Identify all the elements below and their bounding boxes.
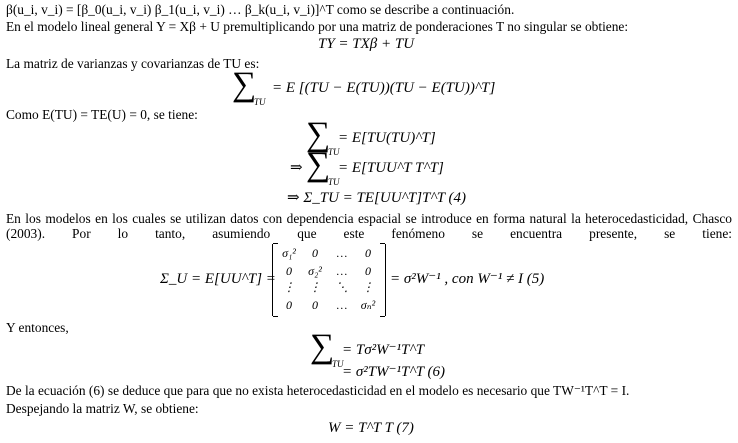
matrix-cell: … [336,298,348,312]
matrix-cell: 0 [312,298,318,312]
sum-symbol-icon: ∑ [306,146,331,183]
matrix-cell: 0 [312,246,318,260]
despejando-line: Despejando la matriz W, se obtiene: [6,401,199,416]
subscript-tu: TU [328,177,340,187]
matrix-cell: σ₂² [308,264,322,278]
equation-6-b: = σ²TW⁻¹T^T (6) [342,364,446,380]
matrix-cell: ⋱ [336,280,348,294]
subscript-tu: TU [254,97,266,107]
matrix-cell: ⋮ [283,280,295,294]
beta-definition-line: β(u_i, v_i) = [β_0(u_i, v_i) β_1(u_i, v_i) … β_k(u_i, v_i)]^T como se describe a continuación. [6,2,515,17]
equation-5-lhs: Σ_U = E[UU^T] = [160,271,276,287]
sigma-tu-rhs: = E [(TU − E(TU))(TU − E(TU))^T] [272,80,496,96]
covariance-line: La matriz de varianzas y covarianzas de TU es: [6,56,260,71]
equation-ty: TY = TXβ + TU [318,36,415,52]
matrix-cell: 0 [365,246,371,260]
matrix-cell: σ₁² [282,246,296,260]
sigma-1-rhs: = E[TU(TU)^T] [338,130,436,146]
equation-7: W = T^T T (7) [328,420,414,436]
matrix-cell: ⋮ [309,280,321,294]
sigma-2-rhs: = E[TUU^T T^T] [338,160,444,176]
matrix-cell: 0 [365,264,371,278]
equation-4: ⇒ Σ_TU = TE[UU^T]T^T (4) [287,190,467,206]
ecuacion6-line: De la ecuación (6) se deduce que para que no exista heterocedasticidad en el modelo es necesario que TW⁻¹T^T = I. [6,383,630,398]
matrix-cell: 0 [286,298,292,312]
spatial-paragraph: En los modelos en los cuales se utilizan datos con dependencia espacial se introduce en forma natural la heterocedasticidad, Chasco (2003). Por lo tanto, asumiendo que este fenómeno se encuentra presente, se tiene: [6,211,732,241]
covariance-matrix [272,244,386,316]
matrix-cell: ⋮ [362,280,374,294]
subscript-tu: TU [332,359,344,369]
matrix-cell: … [336,246,348,260]
matrix-cell: σₙ² [360,298,376,312]
matrix-cell: … [336,264,348,278]
equation-5-rhs: = σ²W⁻¹ , con W⁻¹ ≠ I (5) [390,271,545,287]
matrix-cell: 0 [286,264,292,278]
como-line: Como E(TU) = TE(U) = 0, se tiene: [6,107,198,122]
y-entonces-line: Y entonces, [6,320,69,335]
sum-symbol-icon: ∑ [232,66,257,103]
model-line: En el modelo lineal general Y = Xβ + U premultiplicando por una matriz de ponderaciones T no singular se obtiene: [6,19,629,34]
equation-6-a-rhs: = Tσ²W⁻¹T^T [342,342,425,358]
subscript-tu: TU [328,147,340,157]
sum-symbol-icon: ∑ [306,116,331,153]
implies-arrow-icon: ⇒ [290,160,303,176]
sum-symbol-icon: ∑ [310,328,335,365]
